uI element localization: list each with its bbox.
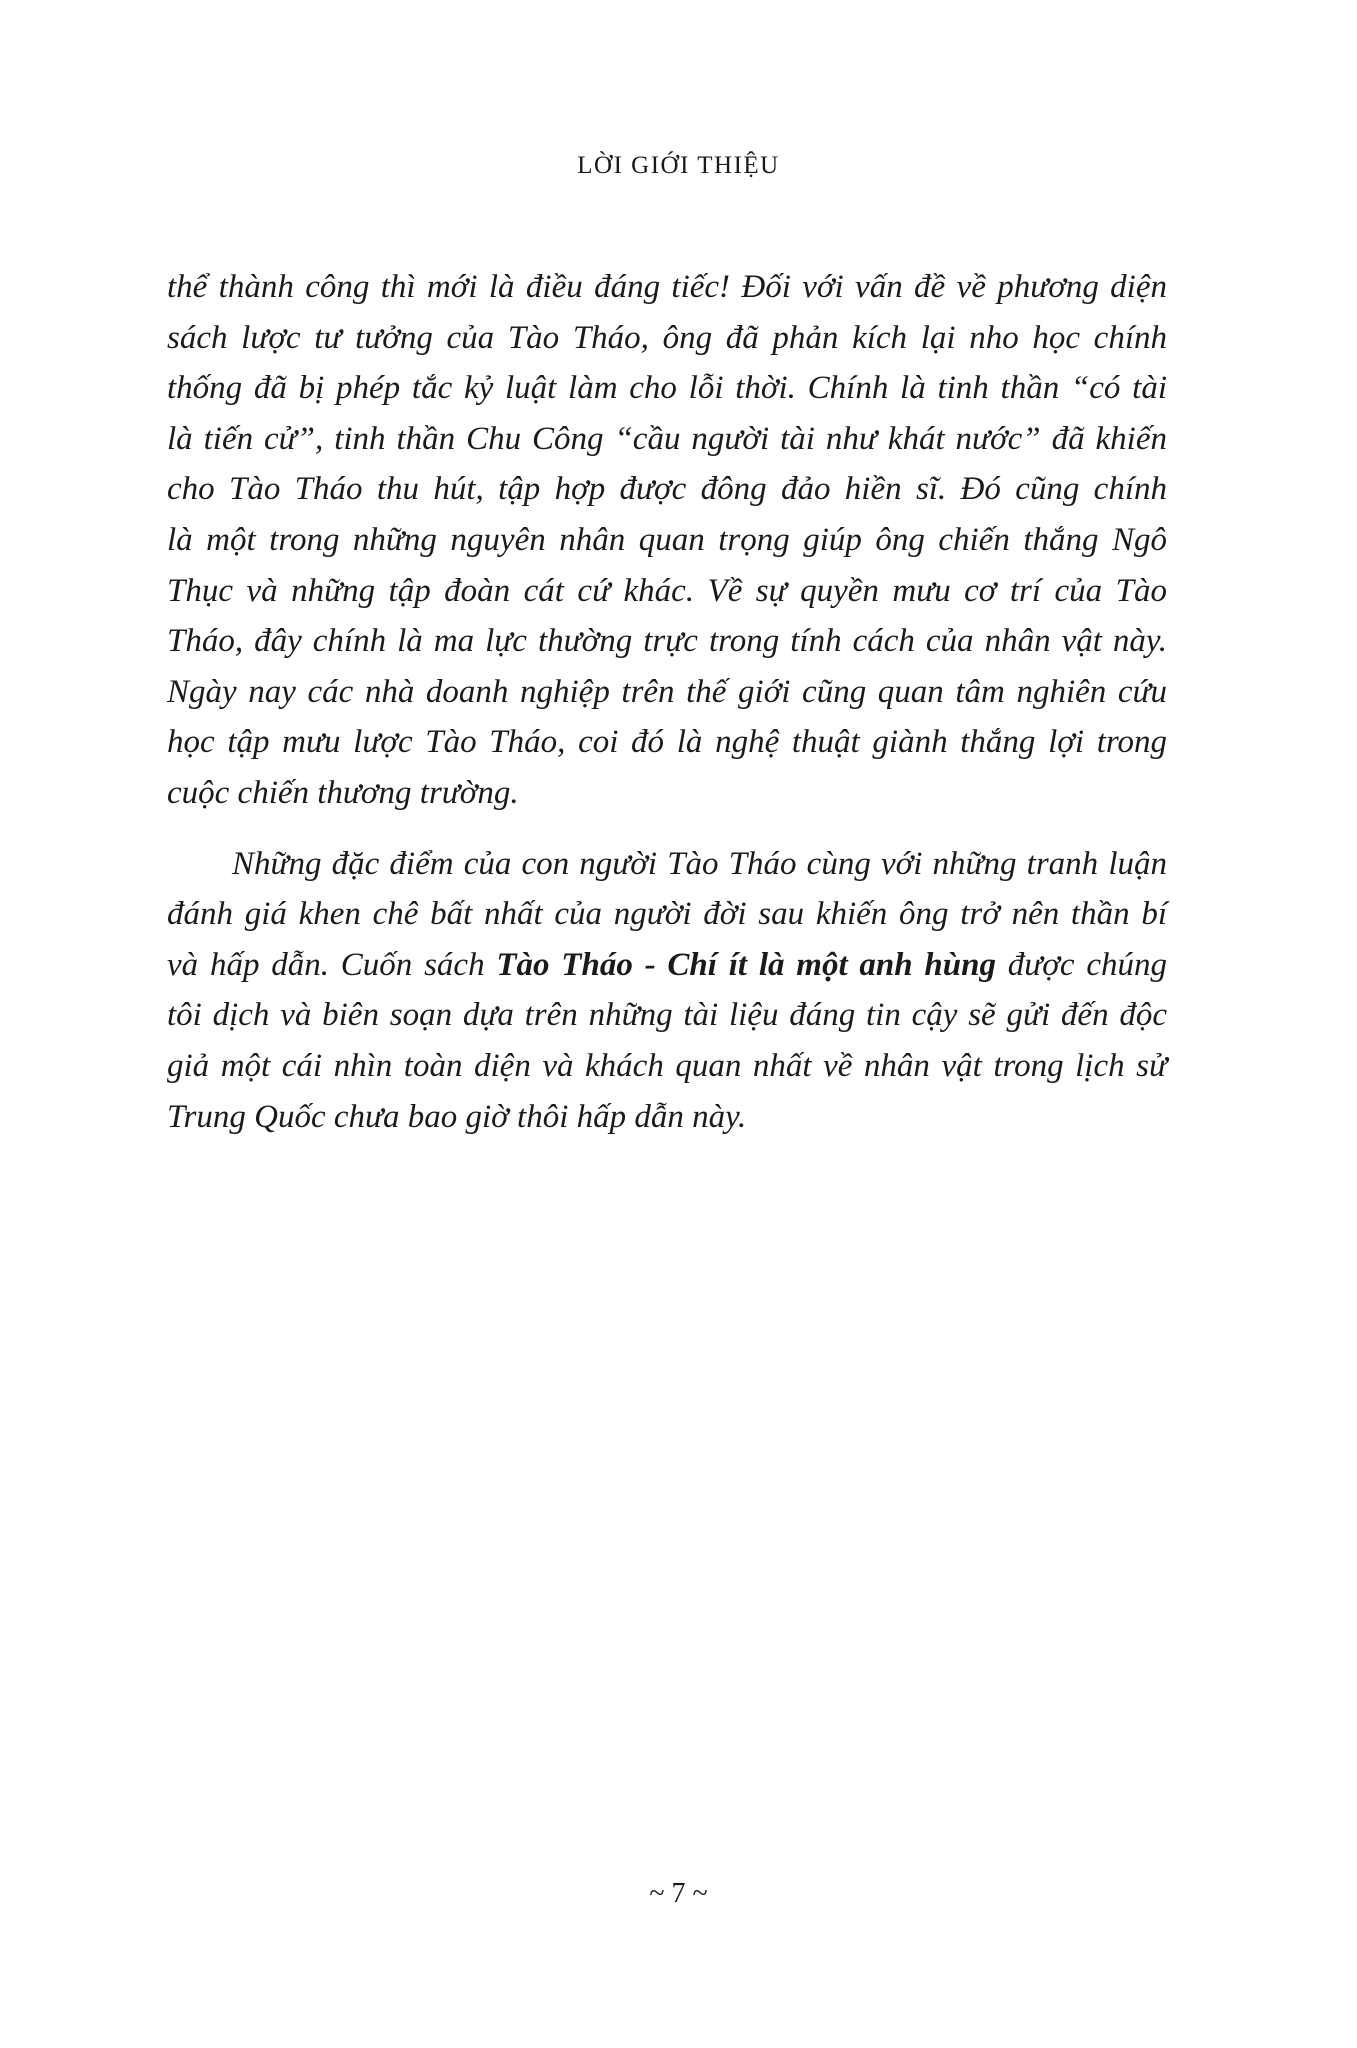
running-header: LỜI GIỚI THIỆU (577, 152, 780, 179)
text-line: Ngày nay các nhà doanh nghiệp trên thế giới cũng quan tâm nghiên cứu (167, 673, 1167, 710)
text-line: Trung Quốc chưa bao giờ thôi hấp dẫn này. (167, 1098, 747, 1135)
paragraph-1 (167, 262, 1167, 819)
text-line: giả một cái nhìn toàn diện và khách quan nhất về nhân vật trong lịch sử (167, 1047, 1167, 1084)
text-line: thống đã bị phép tắc kỷ luật làm cho lỗi thời. Chính là tinh thần “có tài (167, 370, 1167, 407)
text-line: Tháo, đây chính là ma lực thường trực trong tính cách của nhân vật này. (167, 623, 1167, 660)
text-fragment: được chúng (996, 946, 1167, 983)
text-line: cho Tào Tháo thu hút, tập hợp được đông đảo hiền sĩ. Đó cũng chính (167, 471, 1167, 508)
text-line: Những đặc điểm của con người Tào Tháo cùng với những tranh luận (232, 845, 1167, 882)
body-text (167, 262, 1167, 1142)
text-line: cuộc chiến thương trường. (167, 774, 519, 811)
text-line: sách lược tư tưởng của Tào Tháo, ông đã phản kích lại nho học chính (167, 319, 1167, 356)
text-line: là một trong những nguyên nhân quan trọng giúp ông chiến thắng Ngô (167, 521, 1167, 558)
book-title: Tào Tháo - Chí ít là một anh hùng (496, 946, 996, 983)
text-line: Thục và những tập đoàn cát cứ khác. Về sự quyền mưu cơ trí của Tào (167, 572, 1167, 609)
paragraph-2 (167, 839, 1167, 1143)
text-line: thể thành công thì mới là điều đáng tiếc! Đối với vấn đề về phương diện (167, 269, 1167, 305)
text-line: tôi dịch và biên soạn dựa trên những tài liệu đáng tin cậy sẽ gửi đến độc (167, 997, 1167, 1034)
text-line: đánh giá khen chê bất nhất của người đời sau khiến ông trở nên thần bí (167, 896, 1167, 933)
text-line: học tập mưu lược Tào Tháo, coi đó là nghệ thuật giành thắng lợi trong (167, 724, 1167, 761)
text-line-with-title (167, 940, 1167, 991)
text-line: là tiến cử”, tinh thần Chu Công “cầu người tài như khát nước” đã khiến (167, 420, 1167, 457)
page-number: ~ 7 ~ (649, 1878, 708, 1909)
text-fragment: và hấp dẫn. Cuốn sách (167, 946, 497, 983)
